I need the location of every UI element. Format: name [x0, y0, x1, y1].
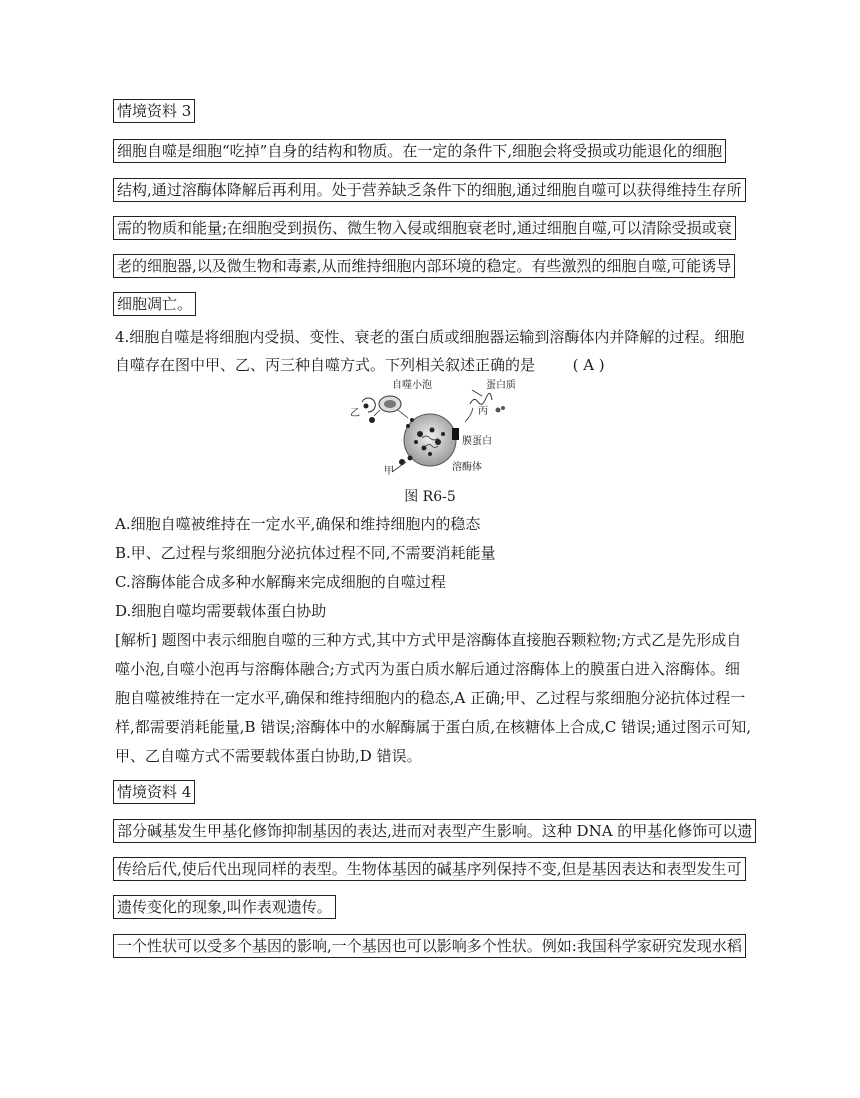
material3-line: 细胞凋亡。: [113, 292, 196, 316]
analysis-line: 甲、乙自噬方式不需要载体蛋白协助,D 错误。: [115, 747, 422, 765]
figure-label-lysosome: 溶酶体: [452, 462, 482, 473]
question-stem: 4.细胞自噬是将细胞内受损、变性、衰老的蛋白质或细胞器运输到溶酶体内并降解的过程。细胞: [115, 328, 745, 346]
figure-label-jia: 甲: [384, 466, 394, 477]
option-c: C.溶酶体能合成多种水解酶来完成细胞的自噬过程: [115, 573, 446, 591]
material3-line: 细胞自噬是细胞“吃掉”自身的结构和物质。在一定的条件下,细胞会将受损或功能退化的细胞: [113, 139, 726, 163]
figure-caption: 图 R6-5: [404, 489, 456, 505]
question-stem: [115, 355, 605, 375]
analysis-line: [解析] 题图中表示细胞自噬的三种方式,其中方式甲是溶酶体直接胞吞颗粒物;方式乙是先形成自: [115, 631, 742, 649]
question-stem-text: 自噬存在图中甲、乙、丙三种自噬方式。下列相关叙述正确的是: [115, 356, 536, 374]
analysis-line: 噬小泡,自噬小泡再与溶酶体融合;方式丙为蛋白质水解后通过溶酶体上的膜蛋白进入溶酶体。细: [115, 660, 740, 678]
material4-title: 情境资料 4: [113, 780, 195, 804]
material3-line: 结构,通过溶酶体降解后再利用。处于营养缺乏条件下的细胞,通过细胞自噬可以获得维持生存所: [113, 178, 746, 202]
material3-title: 情境资料 3: [113, 99, 195, 123]
material4-line: 部分碱基发生甲基化修饰抑制基因的表达,进而对表型产生影响。这种 DNA 的甲基化修饰可以遗: [113, 819, 756, 843]
option-a: A.细胞自噬被维持在一定水平,确保和维持细胞内的稳态: [115, 515, 481, 533]
material4-line: 遗传变化的现象,叫作表观遗传。: [113, 895, 336, 919]
option-b: B.甲、乙过程与浆细胞分泌抗体过程不同,不需要消耗能量: [115, 544, 496, 562]
answer-bracket: ( A ): [572, 356, 605, 374]
autophagy-diagram: [340, 376, 520, 484]
figure-label-vesicle: 自噬小泡: [392, 380, 432, 391]
material4-line: 传给后代,使后代出现同样的表型。生物体基因的碱基序列保持不变,但是基因表达和表型发生可: [113, 857, 746, 881]
autophagy-figure: [340, 376, 520, 484]
figure-label-protein: 蛋白质: [486, 380, 516, 391]
figure-label-yi: 乙: [350, 408, 360, 419]
figure-label-bing: 丙: [478, 406, 488, 417]
material5-line: 一个性状可以受多个基因的影响,一个基因也可以影响多个性状。例如:我国科学家研究发现水稻: [113, 934, 746, 958]
figure-label-membrane-protein: 膜蛋白: [462, 436, 492, 447]
option-d: D.细胞自噬均需要载体蛋白协助: [115, 602, 327, 620]
analysis-line: 样,都需要消耗能量,B 错误;溶酶体中的水解酶属于蛋白质,在核糖体上合成,C 错误;通过图示可知,: [115, 718, 751, 736]
analysis-line: 胞自噬被维持在一定水平,确保和维持细胞内的稳态,A 正确;甲、乙过程与浆细胞分泌抗体过程一: [115, 689, 746, 707]
material3-line: 需的物质和能量;在细胞受到损伤、微生物入侵或细胞衰老时,通过细胞自噬,可以清除受损或衰: [113, 216, 736, 240]
material3-line: 老的细胞器,以及微生物和毒素,从而维持细胞内部环境的稳定。有些激烈的细胞自噬,可能诱导: [113, 254, 735, 278]
membrane-protein-shape: [452, 428, 459, 440]
